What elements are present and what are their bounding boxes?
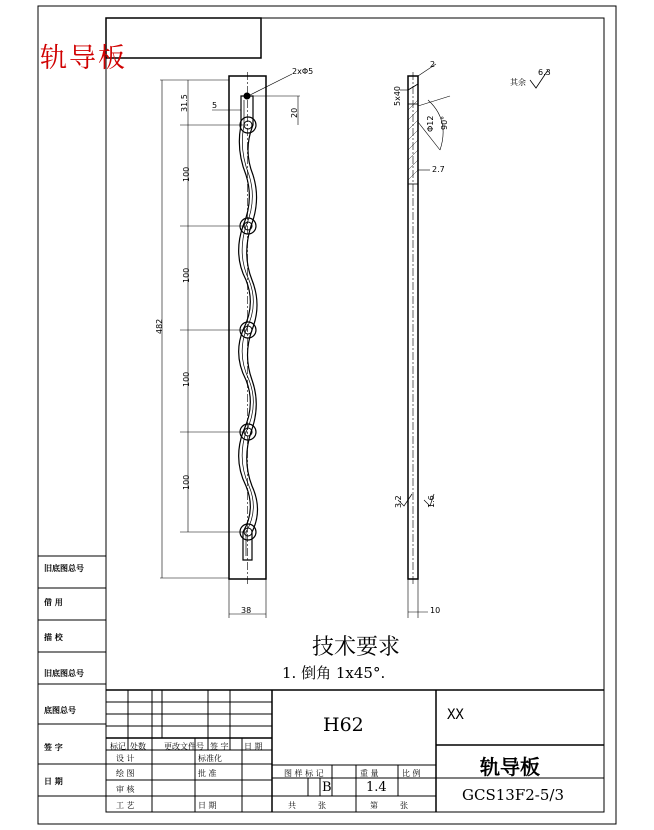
strip-label-4: 旧底图总号 xyxy=(44,669,84,678)
rev-header-5: 日 期 xyxy=(244,742,263,751)
strip-label-6: 签 字 xyxy=(44,743,63,752)
dim-thickness: 10 xyxy=(430,606,441,615)
stage-label: 图 样 标 记 xyxy=(284,769,324,778)
strip-label-5: 底图总号 xyxy=(44,706,76,715)
dim-five: 5 xyxy=(212,101,218,110)
drawn-label: 绘 图 xyxy=(116,769,135,778)
dim-chamfer: 5x40 xyxy=(393,85,402,106)
sheet-no-label: 第 xyxy=(370,801,378,810)
total-sheets-label: 共 xyxy=(288,801,296,810)
dim-width: 38 xyxy=(241,606,252,615)
material: H62 xyxy=(323,714,364,736)
date-label: 日 期 xyxy=(198,801,217,810)
approved-label: 批 准 xyxy=(198,769,217,778)
name-box xyxy=(106,18,261,58)
strip-label-1: 旧底图总号 xyxy=(44,564,84,573)
dim-top-offset: 31.5 xyxy=(180,94,189,112)
rev-header-2: 处数 xyxy=(130,742,146,751)
plate-front-view xyxy=(229,72,266,584)
dim-depth: 2.7 xyxy=(432,165,445,174)
dim-pitch-2: 100 xyxy=(182,267,191,283)
weight-label: 重 量 xyxy=(360,769,379,778)
checked-label: 审 核 xyxy=(116,785,135,794)
designed-label: 设 计 xyxy=(116,754,135,763)
roughness-top: 6.3 xyxy=(538,68,551,77)
plate-side-view xyxy=(398,64,548,618)
inner-frame xyxy=(106,18,604,812)
roughness-a: 3.2 xyxy=(394,495,403,508)
left-strip xyxy=(38,556,106,812)
drawing-title-red: 轨导板 xyxy=(40,43,127,74)
drawing-number: GCS13F2-5/3 xyxy=(462,786,564,804)
hole-callout: 2xΦ5 xyxy=(292,67,314,76)
strip-label-3: 描 校 xyxy=(44,633,63,642)
roughness-b: 1.6 xyxy=(427,495,436,508)
sheet-label: 张 xyxy=(318,801,326,810)
part-name: 轨导板 xyxy=(480,755,540,779)
strip-label-2: 借 用 xyxy=(44,598,63,607)
organization: XX xyxy=(447,707,464,723)
scale-value: 1.4 xyxy=(366,780,387,795)
strip-label-7: 日 期 xyxy=(44,777,63,786)
dim-hole-dia: Φ12 xyxy=(426,115,435,132)
dim-pitch-4: 100 xyxy=(182,474,191,490)
scale-label: 比 例 xyxy=(402,769,421,778)
rev-header-3: 更改文件号 xyxy=(164,742,204,751)
rev-header-1: 标记 xyxy=(110,742,126,751)
standardized-label: 标准化 xyxy=(198,754,222,763)
dim-overall: 482 xyxy=(155,318,164,334)
dim-twenty: 20 xyxy=(290,107,299,118)
tech-requirements-heading: 技术要求 xyxy=(312,635,401,660)
dimension-lines xyxy=(160,74,300,618)
sheet-no-label-2: 张 xyxy=(400,801,408,810)
tech-requirement-1: 1. 倒角 1x45°. xyxy=(282,664,386,682)
dim-angle: 90° xyxy=(440,115,449,130)
dim-pitch-1: 100 xyxy=(182,166,191,182)
roughness-label: 其余 xyxy=(510,78,526,87)
dim-thk-top: 2 xyxy=(430,60,436,69)
rev-header-4: 签 字 xyxy=(210,742,229,751)
process-label: 工 艺 xyxy=(116,801,135,810)
outer-frame xyxy=(38,6,616,824)
stage-value: B xyxy=(322,780,332,795)
dim-pitch-3: 100 xyxy=(182,371,191,387)
